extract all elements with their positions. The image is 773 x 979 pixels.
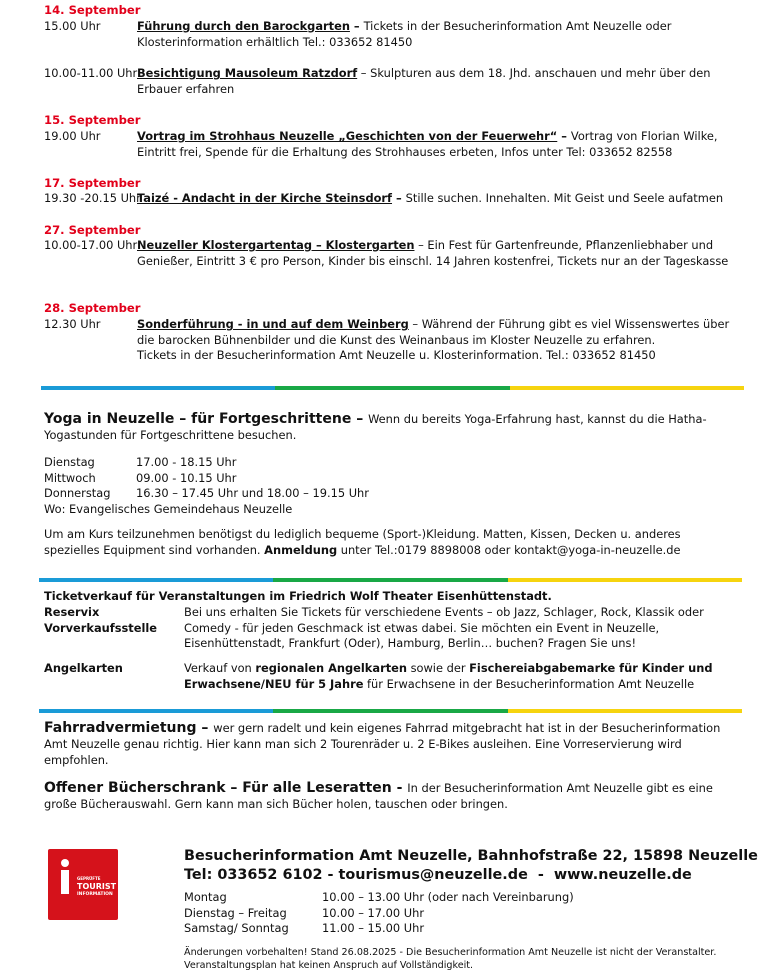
schedule-time: 09.00 - 10.15 Uhr — [136, 470, 237, 485]
event-date: 14. September — [44, 3, 141, 17]
event-item — [137, 19, 737, 50]
event-description: Vortrag von Florian Wilke, Eintritt frei, Spende für die Erhaltung des Strohhauses erbeten, Infos unter Tel: 033652 82558 — [137, 129, 718, 159]
hours-day: Montag — [184, 890, 227, 904]
fahrrad-title: Fahrradvermietung — [44, 720, 197, 736]
stripe-yellow — [508, 578, 742, 582]
hours-row — [184, 921, 574, 937]
event-time: 10.00-11.00 Uhr — [44, 66, 138, 80]
stripe-blue — [41, 386, 275, 390]
vorverkauf-label: Vorverkaufsstelle — [44, 621, 157, 635]
stripe-yellow — [510, 386, 744, 390]
event-title: Sonderführung - in und auf dem Weinberg — [137, 317, 409, 331]
angelkarten-text — [184, 661, 714, 692]
event-time: 19.30 -20.15 Uhr — [44, 191, 141, 205]
event-item — [137, 238, 737, 269]
yoga-intro: Wenn du bereits Yoga-Erfahrung hast, kannst du die Hatha-Yogastunden für Fortgeschrittene besuchen. — [44, 412, 707, 442]
buecher-title: Offener Bücherschrank – Für alle Leseratten — [44, 780, 392, 796]
disclaimer-line: Änderungen vorbehalten! Stand 26.08.2025 - Die Besucherinformation Amt Neuzelle ist nicht der Veranstalter. — [184, 947, 717, 958]
angel-text-bold: regionalen Angelkarten — [255, 661, 407, 675]
reservix-label: Reservix — [44, 605, 100, 619]
event-description-extra: Tickets in der Besucherinformation Amt Neuzelle u. Klosterinformation. Tel.: 033652 81450 — [137, 348, 656, 363]
angel-text-bold: Fischereiabgabemarke für Kinder und Erwachsene/NEU für 5 Jahre — [184, 661, 713, 691]
footer-address: Besucherinformation Amt Neuzelle, Bahnhofstraße 22, 15898 Neuzelle — [184, 848, 758, 864]
stripe-green — [275, 386, 509, 390]
event-title: Taizé - Andacht in der Kirche Steinsdorf — [137, 191, 393, 205]
buecher-section — [44, 780, 744, 812]
event-date: 15. September — [44, 113, 141, 127]
event-date: 17. September — [44, 176, 141, 190]
event-date: 28. September — [44, 301, 141, 315]
event-separator: – — [357, 66, 371, 80]
yoga-register-label: Anmeldung — [264, 542, 338, 557]
event-description: Tickets in der Besucherinformation Amt Neuzelle oder Klosterinformation erhältlich Tel.: 033652 81450 — [137, 19, 672, 49]
opening-hours — [184, 890, 574, 937]
yoga-note — [44, 527, 734, 558]
logo-small-text: GEPRÜFTE — [77, 876, 101, 881]
event-item — [137, 191, 737, 207]
event-item — [137, 317, 737, 364]
disclaimer-line: Veranstaltungsplan hat keinen Anspruch auf Vollständigkeit. — [184, 959, 474, 971]
tickets-heading: Ticketverkauf für Veranstaltungen im Friedrich Wolf Theater Eisenhüttenstadt. — [44, 589, 552, 603]
buecher-separator: - — [391, 780, 408, 796]
event-item — [137, 129, 737, 160]
event-separator: – — [349, 19, 364, 33]
tourist-information-logo — [48, 849, 118, 920]
stripe-yellow — [508, 709, 742, 713]
yoga-note-text: Um am Kurs teilzunehmen benötigst du lediglich bequeme (Sport-)Kleidung. Matten, Kissen, Decken u. anderes spezielles Equipment sind vorhanden. — [44, 527, 681, 557]
event-title: Vortrag im Strohhaus Neuzelle „Geschichten von der Feuerwehr“ — [137, 129, 558, 143]
hours-row — [184, 906, 574, 922]
yoga-schedule — [44, 455, 369, 517]
event-date: 27. September — [44, 223, 141, 237]
event-description: Während der Führung gibt es viel Wissenswertes über die barocken Bühnenbilder und die Kunst des Weinanbaus im Kloster Neuzelle zu erfahren. — [137, 317, 730, 347]
yoga-title: Yoga in Neuzelle – für Fortgeschrittene — [44, 411, 352, 427]
event-description: Ein Fest für Gartenfreunde, Pflanzenliebhaber und Genießer, Eintritt 3 € pro Person, Kinder bis einschl. 14 Jahren kostenfrei, Tickets nur an der Tageskasse — [137, 238, 729, 268]
angel-text-part: sowie der — [406, 661, 470, 675]
event-title: Neuzeller Klostergartentag – Klostergarten — [137, 238, 415, 252]
event-time: 15.00 Uhr — [44, 19, 101, 33]
event-title: Führung durch den Barockgarten — [137, 19, 350, 33]
buecher-text: In der Besucherinformation Amt Neuzelle gibt es eine große Bücherauswahl. Gern kann man sich Bücher holen, tauschen oder bringen. — [44, 781, 713, 811]
hours-day: Samstag/ Sonntag — [184, 921, 289, 936]
angel-text-part: Verkauf von — [184, 661, 256, 675]
stripe-green — [273, 578, 507, 582]
event-time: 10.00-17.00 Uhr — [44, 238, 138, 252]
hours-day: Dienstag – Freitag — [184, 905, 287, 920]
logo-big-text: TOURIST — [77, 882, 117, 891]
schedule-time: 16.30 – 17.45 Uhr und 18.00 – 19.15 Uhr — [136, 486, 369, 501]
event-separator: – — [392, 191, 406, 205]
event-time: 12.30 Uhr — [44, 317, 101, 331]
yoga-register-text: unter Tel.:0179 8898008 oder kontakt@yoga-in-neuzelle.de — [340, 542, 681, 557]
fahrrad-separator: – — [196, 720, 214, 736]
hours-time: 11.00 – 15.00 Uhr — [322, 921, 425, 936]
hours-row — [184, 890, 574, 906]
color-stripe-divider — [39, 709, 742, 713]
yoga-section — [44, 411, 734, 443]
schedule-day: Donnerstag — [44, 486, 111, 501]
disclaimer — [184, 947, 764, 972]
angel-text-part: für Erwachsene in der Besucherinformation Amt Neuzelle — [363, 676, 695, 691]
schedule-row — [44, 471, 369, 487]
event-time: 19.00 Uhr — [44, 129, 101, 143]
color-stripe-divider — [41, 386, 744, 390]
yoga-separator: – — [351, 411, 369, 427]
schedule-row — [44, 455, 369, 471]
stripe-blue — [39, 578, 273, 582]
event-item — [137, 66, 737, 97]
reservix-text: Bei uns erhalten Sie Tickets für verschiedene Events – ob Jazz, Schlager, Rock, Klassik oder Comedy - für jeden Geschmack ist etwas dabei. Sie möchten ein Event in Neuzelle, Eisenhüttenstadt, Frankfurt (Oder), Hamburg, Berlin… buchen? Fragen Sie uns! — [184, 605, 704, 651]
footer-contact: Tel: 033652 6102 - tourismus@neuzelle.de - www.neuzelle.de — [184, 867, 692, 883]
event-separator: – — [408, 317, 422, 331]
schedule-day: Mittwoch — [44, 470, 96, 485]
schedule-day: Dienstag — [44, 455, 95, 469]
hours-time: 10.00 – 13.00 Uhr (oder nach Vereinbarung) — [322, 890, 574, 904]
yoga-location: Wo: Evangelisches Gemeindehaus Neuzelle — [44, 501, 293, 516]
color-stripe-divider — [39, 578, 742, 582]
event-description: Skulpturen aus dem 18. Jhd. anschauen und mehr über den Erbauer erfahren — [137, 66, 711, 96]
event-title: Besichtigung Mausoleum Ratzdorf — [137, 66, 358, 80]
schedule-row — [44, 486, 369, 502]
stripe-blue — [39, 709, 273, 713]
angelkarten-label: Angelkarten — [44, 661, 123, 675]
stripe-green — [273, 709, 507, 713]
event-description: Stille suchen. Innehalten. Mit Geist und Seele aufatmen — [405, 191, 724, 205]
logo-sub-text: INFORMATION — [77, 892, 113, 897]
fahrrad-text: wer gern radelt und kein eigenes Fahrrad mitgebracht hat ist in der Besucherinformation Amt Neuzelle genau richtig. Hier kann man sich 2 Tourenräder u. 2 E-Bikes ausleihen. Eine Vorreservierung wird empfohlen. — [44, 721, 721, 767]
schedule-time: 17.00 - 18.15 Uhr — [136, 455, 237, 469]
event-separator: – — [557, 129, 571, 143]
event-separator: – — [414, 238, 428, 252]
fahrrad-section — [44, 720, 734, 768]
hours-time: 10.00 – 17.00 Uhr — [322, 905, 425, 920]
